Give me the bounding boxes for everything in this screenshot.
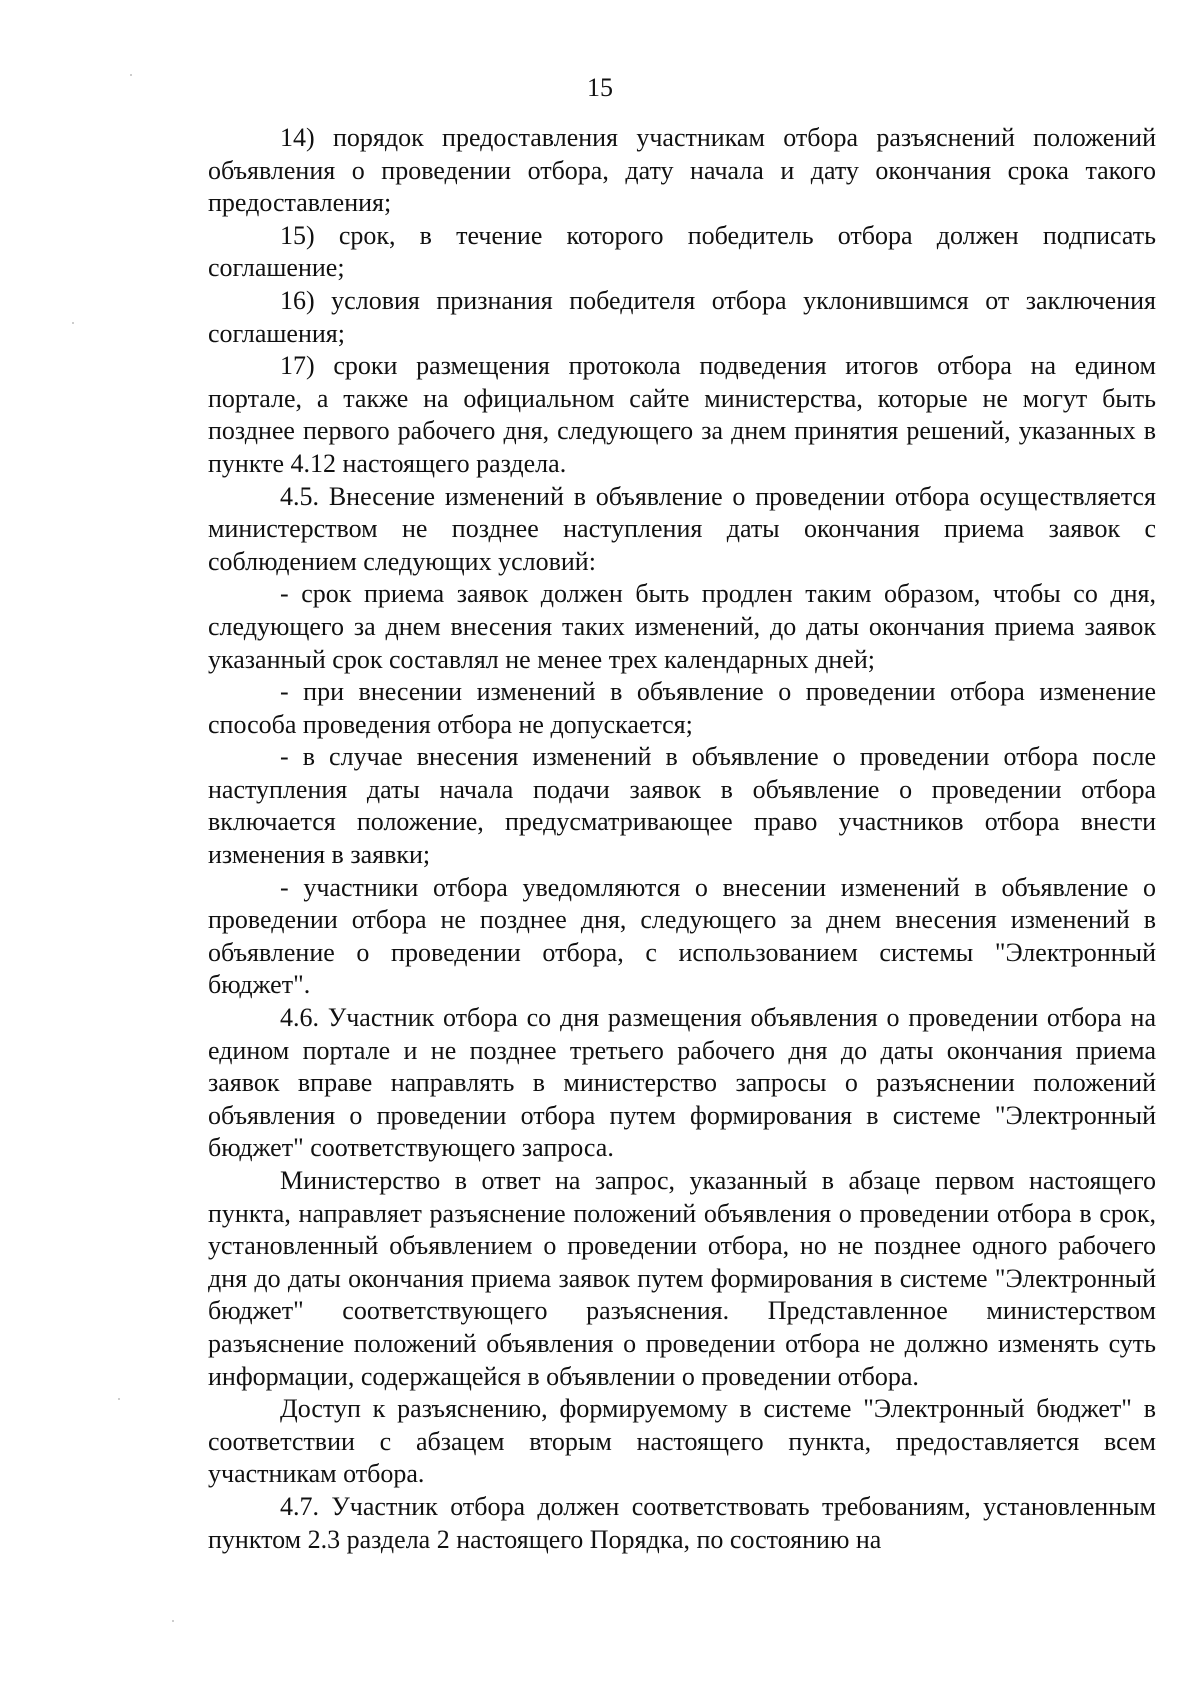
- document-body: [208, 122, 1156, 1556]
- paragraph-item-16: 16) условия признания победителя отбора уклонившимся от заключения соглашения;: [208, 285, 1156, 348]
- paragraph-access: Доступ к разъяснению, формируемому в системе "Электронный бюджет" в соответствии с абзацем вторым настоящего пункта, предоставляется всем участникам отбора.: [208, 1394, 1156, 1489]
- paragraph-item-17: 17) сроки размещения протокола подведения итогов отбора на едином портале, а также на официальном сайте министерства, которые не могут быть позднее первого рабочего дня, следующего за днем принятия решений, указанных в пункте 4.12 настоящего раздела.: [208, 351, 1156, 478]
- paragraph-item-14: 14) порядок предоставления участникам отбора разъяснений положений объявления о проведении отбора, дату начала и дату окончания срока такого предоставления;: [208, 123, 1156, 218]
- scan-speck: [130, 74, 132, 76]
- scan-speck: [72, 322, 74, 324]
- paragraph-4-5: 4.5. Внесение изменений в объявление о проведении отбора осуществляется министерством не позднее наступления даты окончания приема заявок с соблюдением следующих условий:: [208, 481, 1156, 576]
- paragraph-condition-3: - в случае внесения изменений в объявление о проведении отбора после наступления даты начала подачи заявок в объявление о проведении отбора включается положение, предусматривающее право участников отбора внести изменения в заявки;: [208, 742, 1156, 870]
- paragraph-4-7: 4.7. Участник отбора должен соответствовать требованиям, установленным пунктом 2.3 раздела 2 настоящего Порядка, по состоянию на: [208, 1491, 1156, 1554]
- paragraph-condition-4: - участники отбора уведомляются о внесении изменений в объявление о проведении отбора не позднее дня, следующего за днем внесения изменений в объявление о проведении отбора, с использованием системы "Электронный бюджет".: [208, 872, 1156, 1000]
- paragraph-condition-1: - срок приема заявок должен быть продлен таким образом, чтобы со дня, следующего за днем внесения таких изменений, до даты окончания приема заявок указанный срок составлял не менее трех календарных дней;: [208, 579, 1156, 674]
- paragraph-item-15: 15) срок, в течение которого победитель отбора должен подписать соглашение;: [208, 220, 1156, 283]
- scan-speck: [118, 1398, 120, 1400]
- page-number: 15: [587, 73, 613, 102]
- scan-speck: [172, 1620, 174, 1622]
- paragraph-condition-2: - при внесении изменений в объявление о проведении отбора изменение способа проведения отбора не допускается;: [208, 677, 1156, 739]
- paragraph-ministry-response: Министерство в ответ на запрос, указанный в абзаце первом настоящего пункта, направляет разъяснение положений объявления о проведении отбора в срок, установленный объявлением о проведении отбора, но не позднее одного рабочего дня до даты окончания приема заявок путем формирования в системе "Электронный бюджет" соответствующего разъяснения. Представленное министерством разъяснение положений объявления о проведении отбора не должно изменять суть информации, содержащейся в объявлении о проведении отбора.: [208, 1166, 1156, 1391]
- paragraph-4-6: 4.6. Участник отбора со дня размещения объявления о проведении отбора на едином портале и не позднее третьего рабочего дня до даты окончания приема заявок вправе направлять в министерство запросы о разъяснении положений объявления о проведении отбора путем формирования в системе "Электронный бюджет" соответствующего запроса.: [208, 1003, 1156, 1163]
